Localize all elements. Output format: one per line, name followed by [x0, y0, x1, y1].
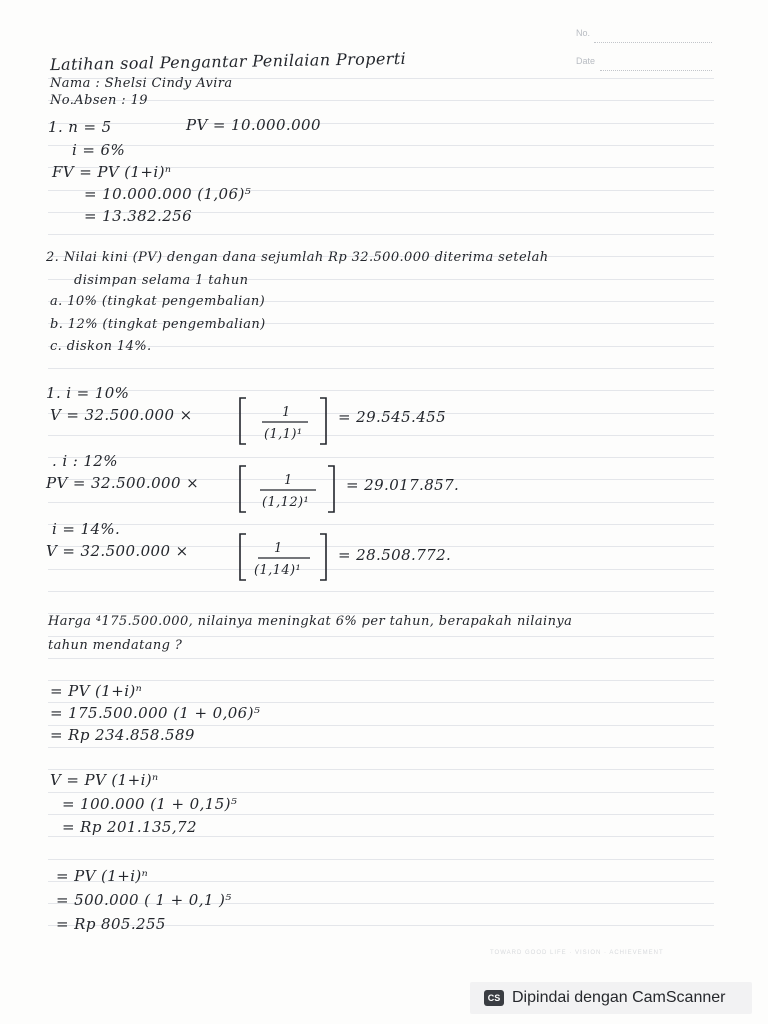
p5-substitution: = 500.000 ( 1 + 0,1 )⁵ [56, 891, 232, 909]
p1-substitution: = 10.000.000 (1,06)⁵ [84, 185, 252, 203]
p2a-rate: 1. i = 10% [46, 384, 130, 402]
ruled-line [48, 145, 714, 146]
p2a-result: = 29.545.455 [338, 408, 447, 426]
ruled-line [48, 769, 714, 770]
ruled-line [48, 435, 714, 436]
p2c-denominator: (1,14)¹ [254, 563, 302, 578]
date-label: Date [576, 56, 596, 66]
no-label: No. [576, 28, 591, 38]
ruled-line [48, 836, 714, 837]
p2-question: 2. Nilai kini (PV) dengan dana sejumlah Rp 32.500.000 diterima setelah [46, 250, 549, 265]
p4-formula: V = PV (1+i)ⁿ [50, 771, 159, 789]
ruled-line [48, 859, 714, 860]
student-number: No.Absen : 19 [50, 93, 148, 108]
ruled-line [48, 234, 714, 235]
ruled-line [48, 524, 714, 525]
camscanner-watermark [470, 982, 752, 1014]
p4-result: = Rp 201.135,72 [62, 818, 197, 836]
p2b-denominator: (1,12)¹ [262, 495, 310, 510]
p1-rate: i = 6% [72, 141, 126, 159]
p3-substitution: = 175.500.000 (1 + 0,06)⁵ [50, 704, 261, 722]
ruled-line [48, 457, 714, 458]
ruled-line [48, 569, 714, 570]
p2-option-c: c. diskon 14%. [50, 339, 152, 354]
p2c-numerator: 1 [274, 541, 283, 556]
p5-formula: = PV (1+i)ⁿ [56, 867, 149, 885]
student-name: Nama : Shelsi Cindy Avira [50, 76, 233, 91]
p2-option-a: a. 10% (tingkat pengembalian) [50, 294, 266, 309]
ruled-line [48, 502, 714, 503]
p2b-result: = 29.017.857. [346, 476, 460, 494]
ruled-line [48, 702, 714, 703]
p2a-numerator: 1 [282, 405, 291, 420]
p3-formula: = PV (1+i)ⁿ [50, 682, 143, 700]
ruled-line [48, 390, 714, 391]
p2c-result: = 28.508.772. [338, 546, 452, 564]
p3-question: Harga ⁴175.500.000, nilainya meningkat 6% per tahun, berapakah nilainya [48, 614, 573, 629]
p2b-numerator: 1 [284, 473, 293, 488]
p2b-formula: PV = 32.500.000 × [46, 474, 200, 492]
p2a-denominator: (1,1)¹ [264, 427, 303, 442]
p1-result: = 13.382.256 [84, 207, 193, 225]
ruled-line [48, 680, 714, 681]
ruled-line [48, 747, 714, 748]
notebook-footer-text: TOWARD GOOD LIFE · VISION · ACHIEVEMENT [490, 950, 664, 956]
p4-substitution: = 100.000 (1 + 0,15)⁵ [62, 795, 238, 813]
p2b-rate: . i : 12% [52, 452, 118, 470]
ruled-line [48, 368, 714, 369]
date-field-line [600, 70, 712, 71]
ruled-line [48, 814, 714, 815]
p1-formula: FV = PV (1+i)ⁿ [52, 163, 172, 181]
p1-pv: PV = 10.000.000 [186, 116, 321, 134]
p3-result: = Rp 234.858.589 [50, 726, 195, 744]
ruled-line [48, 123, 714, 124]
page-title: Latihan soal Pengantar Penilaian Properti [49, 48, 407, 75]
camscanner-icon: CS [484, 990, 504, 1006]
p2-option-b: b. 12% (tingkat pengembalian) [50, 317, 266, 332]
p2-question-cont: disimpan selama 1 tahun [74, 273, 249, 288]
p2c-rate: i = 14%. [52, 520, 121, 538]
p1-n: 1. n = 5 [48, 118, 112, 136]
camscanner-label: Dipindai dengan CamScanner [512, 989, 726, 1006]
p5-result: = Rp 805.255 [56, 915, 166, 933]
ruled-line [48, 636, 714, 637]
no-field-line [594, 42, 712, 43]
ruled-line [48, 591, 714, 592]
ruled-line [48, 658, 714, 659]
p2c-formula: V = 32.500.000 × [46, 542, 189, 560]
ruled-line [48, 792, 714, 793]
p2a-formula: V = 32.500.000 × [50, 406, 193, 424]
p3-question-cont: tahun mendatang ? [48, 638, 183, 653]
